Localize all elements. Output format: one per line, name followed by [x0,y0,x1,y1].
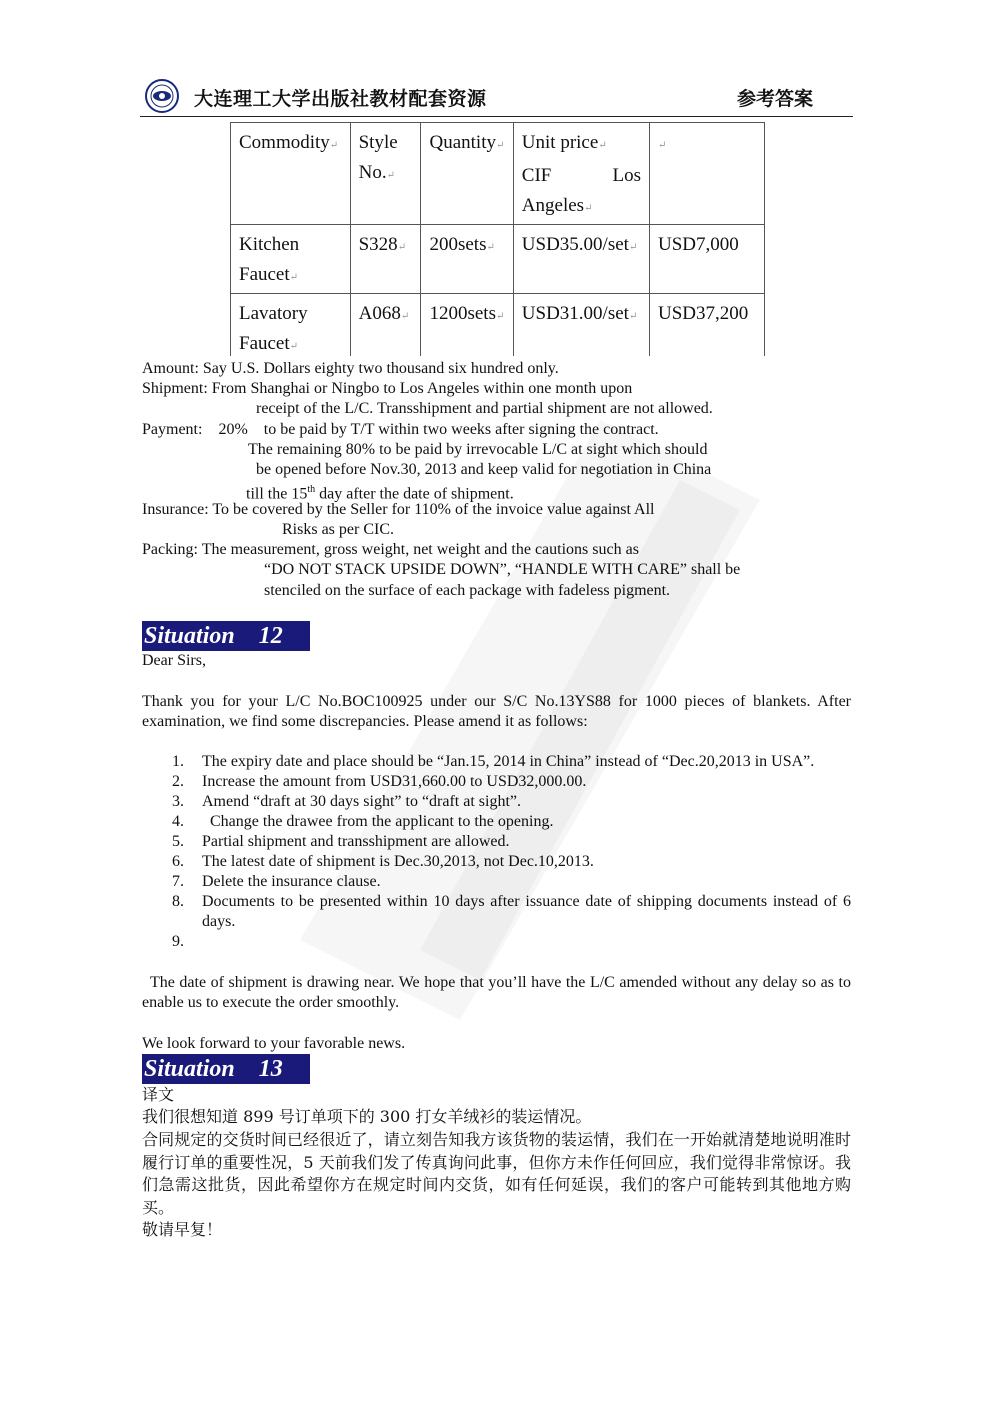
packing-term-line1: Packing: The measurement, gross weight, net weight and the cautions such as [142,541,639,558]
cell-amount: USD7,000 [650,225,765,294]
list-item: 9. [172,933,184,950]
letter-intro: Thank you for your L/C No.BOC100925 under our S/C No.13YS88 for 1000 pieces of blankets. After examination, we find some discrepancies. Please amend it as follows: [142,693,851,730]
salutation: Dear Sirs, [142,652,206,669]
cell-unit-price: USD35.00/set↵ [513,225,649,294]
packing-term-line3: stenciled on the surface of each package with fadeless pigment. [264,582,671,599]
list-item: 1. The expiry date and place should be “Jan.15, 2014 in China” instead of “Dec.20,2013 in USA”. [172,753,815,770]
situation-12-heading: Situation 12 [142,621,310,651]
packing-term-line2: “DO NOT STACK UPSIDE DOWN”, “HANDLE WITH CARE” shall be [264,561,741,578]
header-style-no: Style No.↵ [350,123,421,225]
header-unit-price: Unit price↵ CIF Los Angeles↵ [513,123,649,225]
insurance-term-line1: Insurance: To be covered by the Seller for 110% of the invoice value against All [142,501,655,518]
university-logo-icon [140,78,184,114]
list-item: 2. Increase the amount from USD31,660.00 to USD32,000.00. [172,773,587,790]
table-row [231,294,765,357]
cell-quantity: 1200sets↵ [421,294,513,357]
table-row [231,225,765,294]
shipment-term-line1: Shipment: From Shanghai or Ningbo to Los Angeles within one month upon [142,380,633,397]
cell-commodity: Lavatory Faucet↵ [231,294,351,357]
cell-style: A068↵ [350,294,421,357]
amount-term: Amount: Say U.S. Dollars eighty two thousand six hundred only. [142,360,559,377]
payment-term-line1: Payment: 20% to be paid by T/T within two weeks after signing the contract. [142,421,659,438]
translation-closing: 敬请早复！ [142,1220,223,1239]
header-commodity: Commodity↵ [231,123,351,225]
cell-quantity: 200sets↵ [421,225,513,294]
reference-answer-label: 参考答案 [736,88,813,110]
cell-commodity: Kitchen Faucet↵ [231,225,351,294]
situation-13-heading: Situation 13 [142,1054,310,1084]
payment-term-line4: till the 15th day after the date of shipment. [246,484,514,503]
translation-heading: 译文 [142,1085,175,1104]
list-item: 5. Partial shipment and transshipment are allowed. [172,833,510,850]
header-amount: ↵ [650,123,765,225]
page-header [140,78,853,117]
commodity-table [230,122,765,356]
letter-final-line: We look forward to your favorable news. [142,1035,406,1052]
list-item: 6. The latest date of shipment is Dec.30,2013, not Dec.10,2013. [172,853,594,870]
insurance-term-line2: Risks as per CIC. [282,521,394,538]
header-quantity: Quantity↵ [421,123,513,225]
translation-line1: 我们很想知道 899 号订单项下的 300 打女羊绒衫的装运情况。 [142,1107,592,1126]
payment-term-line2: The remaining 80% to be paid by irrevocable L/C at sight which should [248,441,708,458]
shipment-term-line2: receipt of the L/C. Transshipment and partial shipment are not allowed. [256,400,713,417]
list-item: 7. Delete the insurance clause. [172,873,381,890]
list-item: 4. Change the drawee from the applicant to the opening. [172,813,554,830]
translation-paragraph: 合同规定的交货时间已经很近了，请立刻告知我方该货物的装运情，我们在一开始就清楚地说明准时履行订单的重要性况，5 天前我们发了传真询问此事，但你方未作任何回应，我们觉得非常惊讶。我们急需这批货，因此希望你方在规定时间内交货，如有任何延误，我们的客户可能转到其他地方购买。 [142,1130,851,1217]
amendment-list [172,752,851,952]
payment-term-line3: be opened before Nov.30, 2013 and keep valid for negotiation in China [256,461,712,478]
list-item: 8. Documents to be presented within 10 days after issuance date of shipping documents instead of 6 days. [172,893,851,930]
cell-amount: USD37,200 [650,294,765,357]
letter-closing: The date of shipment is drawing near. We hope that you’ll have the L/C amended without any delay so as to enable us to execute the order smoothly. [142,974,851,1011]
cell-unit-price: USD31.00/set↵ [513,294,649,357]
publisher-title: 大连理工大学出版社教材配套资源 [194,88,487,110]
table-header-row [231,123,765,225]
cell-style: S328↵ [350,225,421,294]
list-item: 3. Amend “draft at 30 days sight” to “draft at sight”. [172,793,522,810]
